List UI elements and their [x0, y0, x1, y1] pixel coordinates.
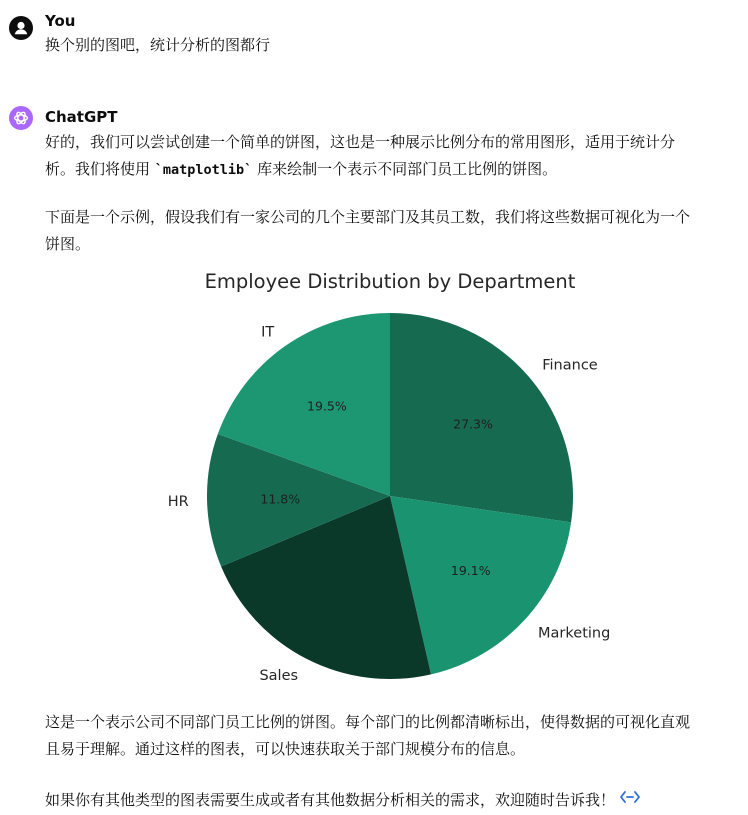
assistant-avatar: [9, 106, 33, 130]
user-message: [0, 8, 748, 68]
after-chart-line-1: 这是一个表示公司不同部门员工比例的饼图。每个部门的比例都清晰标出，使得数据的可视化直观: [45, 713, 691, 731]
inline-code-matplotlib: `matplotlib`: [154, 162, 253, 178]
pie-percent-label-hr: 11.8%: [260, 491, 301, 507]
pie-percent-label-it: 19.5%: [307, 398, 347, 414]
pie-percent-label-marketing: 19.1%: [450, 562, 491, 578]
intro-text-before-code: 析。我们将使用: [45, 160, 155, 178]
closing-text: 如果你有其他类型的图表需要生成或者有其他数据分析相关的需求，欢迎随时告诉我！: [45, 791, 616, 809]
intro-line-2: [45, 156, 735, 184]
pie-chart: [160, 262, 620, 692]
closing-paragraph: [45, 787, 735, 814]
intro-line-1: 好的，我们可以尝试创建一个简单的饼图，这也是一种展示比例分布的常用图形，适用于统计分: [45, 133, 676, 151]
after-chart-paragraph: [45, 709, 735, 763]
pie-category-label-hr: HR: [167, 494, 189, 511]
example-line-2: 饼图。: [45, 235, 91, 253]
pie-category-label-it: IT: [261, 324, 275, 341]
example-paragraph: [45, 204, 735, 258]
openai-logo-icon: [12, 109, 30, 127]
pie-category-label-finance: Finance: [542, 357, 598, 374]
pie-percent-label-finance: 27.3%: [453, 416, 493, 432]
code-interpreter-icon[interactable]: [619, 787, 641, 814]
intro-text-after-code: 库来绘制一个表示不同部门员工比例的饼图。: [252, 160, 558, 178]
intro-paragraph: [45, 129, 735, 184]
user-message-text: 换个别的图吧，统计分析的图都行: [45, 36, 271, 54]
assistant-author-name: ChatGPT: [45, 108, 118, 126]
pie-category-label-marketing: Marketing: [538, 625, 611, 642]
pie-category-label-sales: Sales: [259, 668, 299, 685]
pie-chart-image: [160, 262, 620, 692]
chart-title: Employee Distribution by Department: [204, 270, 576, 293]
user-author-name: You: [45, 12, 76, 30]
user-icon: [9, 16, 33, 40]
after-chart-line-2: 且易于理解。通过这样的图表，可以快速获取关于部门规模分布的信息。: [45, 740, 526, 758]
example-line-1: 下面是一个示例，假设我们有一家公司的几个主要部门及其员工数，我们将这些数据可视化为一个: [45, 208, 691, 226]
user-avatar: [9, 16, 33, 40]
